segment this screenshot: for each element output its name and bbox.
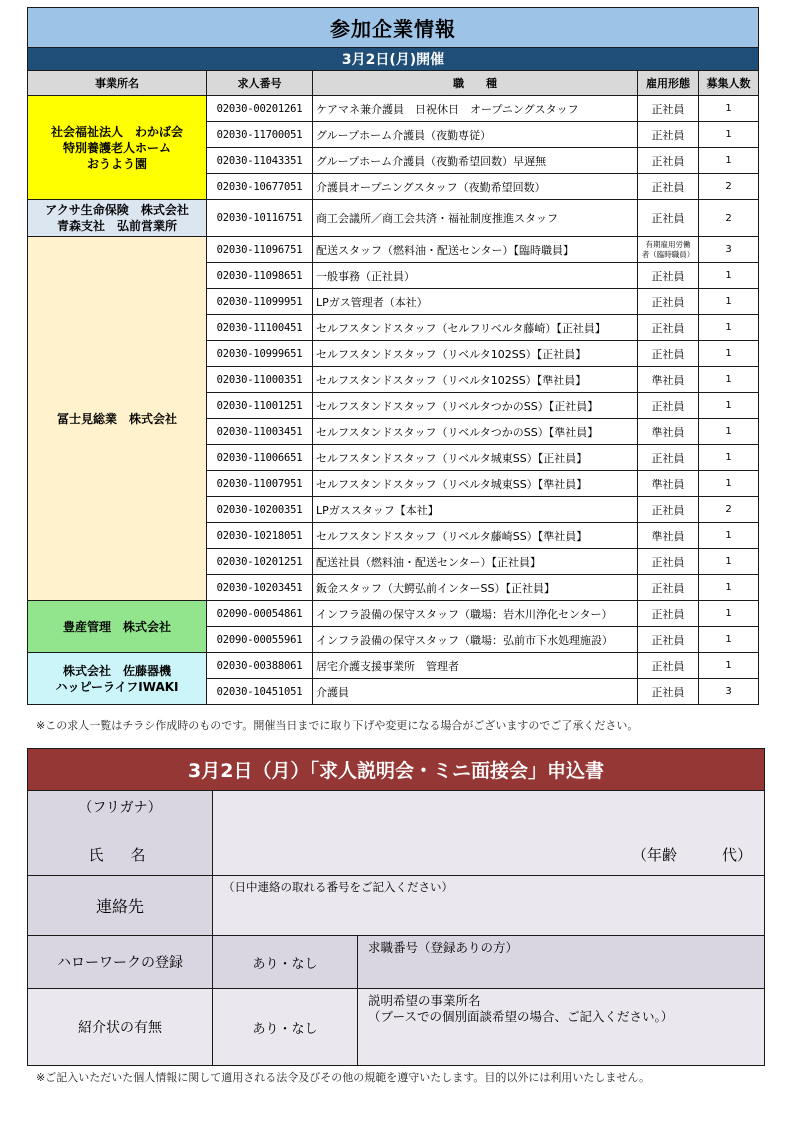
job-number: 02030-00201261 xyxy=(207,96,313,122)
openings-count: 1 xyxy=(699,96,759,122)
employment-type: 正社員 xyxy=(638,679,699,705)
job-number: 02030-11700051 xyxy=(207,122,313,148)
job-number: 02030-11098651 xyxy=(207,263,313,289)
employment-type: 正社員 xyxy=(638,575,699,601)
openings-count: 1 xyxy=(699,601,759,627)
referral-letter-choice[interactable]: あり・なし xyxy=(213,989,358,1066)
furigana-label: （フリガナ） xyxy=(78,800,162,816)
privacy-footnote: ※ご記入いただいた個人情報に関して適用される法令及びその他の規範を遵守いたします。目的以外には利用いたしません。 xyxy=(36,1071,650,1084)
company-name-line: アクサ生命保険 株式会社 xyxy=(45,203,189,217)
job-title: 居宅介護支援事業所 管理者 xyxy=(313,653,638,679)
openings-count: 1 xyxy=(699,122,759,148)
table-title: 参加企業情報 xyxy=(28,8,759,48)
job-title: ケアマネ兼介護員 日祝休日 オープニングスタッフ xyxy=(313,96,638,122)
hellowork-choice[interactable]: あり・なし xyxy=(213,936,358,989)
company-name-line: ハッピーライフIWAKI xyxy=(55,679,179,694)
openings-count: 1 xyxy=(699,627,759,653)
table-row xyxy=(28,237,759,263)
employment-type: 正社員 xyxy=(638,200,699,237)
employment-type: 準社員 xyxy=(638,523,699,549)
job-number: 02030-11006651 xyxy=(207,445,313,471)
job-title: グループホーム介護員（夜勤希望回数）早遅無 xyxy=(313,148,638,174)
job-title: 配送スタッフ（燃料油・配送センター）【臨時職員】 xyxy=(313,237,638,263)
company-name-line: 冨士見総業 株式会社 xyxy=(56,411,177,426)
name-label: 氏 名 xyxy=(88,846,152,864)
job-title: インフラ設備の保守スタッフ（職場：弘前市下水処理施設） xyxy=(313,627,638,653)
job-number: 02030-10451051 xyxy=(207,679,313,705)
openings-count: 1 xyxy=(699,289,759,315)
job-seeker-number-field[interactable] xyxy=(358,936,765,989)
desired-company-label: 説明希望の事業所名 xyxy=(368,993,481,1008)
job-number: 02030-11001251 xyxy=(207,393,313,419)
job-number: 02030-11000351 xyxy=(207,367,313,393)
job-number: 02030-11096751 xyxy=(207,237,313,263)
table-row xyxy=(28,200,759,237)
job-title: 介護員 xyxy=(313,679,638,705)
company-name-line: おうよう園 xyxy=(86,156,147,171)
job-number: 02030-11043351 xyxy=(207,148,313,174)
job-number: 02030-10201251 xyxy=(207,549,313,575)
job-number: 02030-10203451 xyxy=(207,575,313,601)
openings-count: 1 xyxy=(699,341,759,367)
job-title: セルフスタンドスタッフ（リベルタつかのSS）【準社員】 xyxy=(313,419,638,445)
job-title: セルフスタンドスタッフ（リベルタ城東SS）【準社員】 xyxy=(313,471,638,497)
employment-type: 正社員 xyxy=(638,289,699,315)
job-number: 02030-00388061 xyxy=(207,653,313,679)
company-name xyxy=(28,200,207,237)
openings-count: 1 xyxy=(699,367,759,393)
company-name xyxy=(28,237,207,601)
openings-count: 1 xyxy=(699,445,759,471)
openings-count: 1 xyxy=(699,148,759,174)
openings-count: 2 xyxy=(699,200,759,237)
job-title: LPガス管理者（本社） xyxy=(313,289,638,315)
contact-hint: （日中連絡の取れる番号をご記入ください） xyxy=(223,880,453,894)
company-name xyxy=(28,601,207,653)
openings-count: 1 xyxy=(699,653,759,679)
job-title: セルフスタンドスタッフ（セルフリベルタ藤崎）【正社員】 xyxy=(313,315,638,341)
employment-type: 正社員 xyxy=(638,315,699,341)
job-title: セルフスタンドスタッフ（リベルタ102SS）【正社員】 xyxy=(313,341,638,367)
employment-type: 正社員 xyxy=(638,263,699,289)
contact-input-field[interactable] xyxy=(213,876,765,936)
job-number: 02030-10218051 xyxy=(207,523,313,549)
job-title: 介護員オープニングスタッフ（夜勤希望回数） xyxy=(313,174,638,200)
desired-company-field[interactable] xyxy=(358,989,765,1066)
job-number: 02030-11099951 xyxy=(207,289,313,315)
company-name xyxy=(28,96,207,200)
job-title: セルフスタンドスタッフ（リベルタ城東SS）【正社員】 xyxy=(313,445,638,471)
job-title: LPガススタッフ【本社】 xyxy=(313,497,638,523)
company-name xyxy=(28,653,207,705)
openings-count: 1 xyxy=(699,263,759,289)
header-company: 事業所名 xyxy=(28,71,207,96)
employment-type xyxy=(638,237,699,263)
job-title: 一般事務（正社員） xyxy=(313,263,638,289)
employment-type: 正社員 xyxy=(638,174,699,200)
job-number: 02030-10116751 xyxy=(207,200,313,237)
employment-type: 正社員 xyxy=(638,341,699,367)
employment-type: 正社員 xyxy=(638,445,699,471)
header-employment-type: 雇用形態 xyxy=(638,71,699,96)
job-number: 02030-11007951 xyxy=(207,471,313,497)
employment-type: 正社員 xyxy=(638,601,699,627)
company-name-line: 社会福祉法人 わかば会 xyxy=(50,124,183,139)
job-number: 02090-00055961 xyxy=(207,627,313,653)
name-input-field[interactable] xyxy=(213,791,765,876)
employment-type-line: 者（臨時職員） xyxy=(641,249,695,259)
employment-type: 正社員 xyxy=(638,96,699,122)
employment-type: 正社員 xyxy=(638,148,699,174)
openings-count: 1 xyxy=(699,471,759,497)
job-number: 02030-11003451 xyxy=(207,419,313,445)
date-banner: 3月2日(月)開催 xyxy=(28,48,759,71)
age-label: （年齢 代） xyxy=(631,846,752,864)
job-rows xyxy=(28,96,759,705)
job-number: 02090-00054861 xyxy=(207,601,313,627)
openings-count: 1 xyxy=(699,393,759,419)
form-title: 3月2日（月）「求人説明会・ミニ面接会」申込書 xyxy=(28,749,765,791)
employment-type: 正社員 xyxy=(638,627,699,653)
hellowork-label: ハローワークの登録 xyxy=(28,936,213,989)
openings-count: 1 xyxy=(699,315,759,341)
employment-type: 正社員 xyxy=(638,653,699,679)
desired-company-hint: （ブースでの個別面談希望の場合、ご記入ください。） xyxy=(368,1009,674,1024)
table-row xyxy=(28,601,759,627)
job-title: セルフスタンドスタッフ（リベルタつかのSS）【正社員】 xyxy=(313,393,638,419)
application-form xyxy=(27,748,765,1066)
header-job-number: 求人番号 xyxy=(207,71,313,96)
employment-type: 正社員 xyxy=(638,122,699,148)
employment-type: 正社員 xyxy=(638,393,699,419)
job-number: 02030-10677051 xyxy=(207,174,313,200)
referral-letter-label: 紹介状の有無 xyxy=(28,989,213,1066)
job-number: 02030-10200351 xyxy=(207,497,313,523)
job-seeker-number-label: 求職番号（登録ありの方） xyxy=(368,940,519,955)
job-number: 02030-11100451 xyxy=(207,315,313,341)
listing-footnote: ※この求人一覧はチラシ作成時のものです。開催当日までに取り下げや変更になる場合がございますのでご了承ください。 xyxy=(36,719,639,732)
employment-type: 正社員 xyxy=(638,549,699,575)
contact-label: 連絡先 xyxy=(28,876,213,936)
company-name-line: 株式会社 佐藤器機 xyxy=(62,663,171,678)
openings-count: 1 xyxy=(699,575,759,601)
employment-type: 準社員 xyxy=(638,419,699,445)
job-title: インフラ設備の保守スタッフ（職場：岩木川浄化センター） xyxy=(313,601,638,627)
employment-type-line: 有期雇用労働 xyxy=(645,239,691,249)
job-number: 02030-10999651 xyxy=(207,341,313,367)
openings-count: 1 xyxy=(699,549,759,575)
job-title: 商工会議所／商工会共済・福祉制度推進スタッフ xyxy=(313,200,638,237)
openings-count: 2 xyxy=(699,174,759,200)
job-title: 鈑金スタッフ（大鰐弘前インターSS）【正社員】 xyxy=(313,575,638,601)
job-title: セルフスタンドスタッフ（リベルタ102SS）【準社員】 xyxy=(313,367,638,393)
company-name-line: 青森支社 弘前営業所 xyxy=(56,219,177,233)
job-listing-table xyxy=(27,7,759,705)
employment-type: 準社員 xyxy=(638,471,699,497)
employment-type: 準社員 xyxy=(638,367,699,393)
openings-count: 1 xyxy=(699,523,759,549)
table-row xyxy=(28,96,759,122)
header-openings: 募集人数 xyxy=(699,71,759,96)
company-name-line: 特別養護老人ホーム xyxy=(62,140,171,155)
employment-type: 正社員 xyxy=(638,497,699,523)
job-title: セルフスタンドスタッフ（リベルタ藤崎SS）【準社員】 xyxy=(313,523,638,549)
openings-count: 2 xyxy=(699,497,759,523)
openings-count: 1 xyxy=(699,419,759,445)
openings-count: 3 xyxy=(699,237,759,263)
job-title: グループホーム介護員（夜勤専従） xyxy=(313,122,638,148)
job-title: 配送社員（燃料油・配送センター）【正社員】 xyxy=(313,549,638,575)
company-name-line: 豊産管理 株式会社 xyxy=(62,619,171,634)
name-label-cell xyxy=(28,791,213,876)
openings-count: 3 xyxy=(699,679,759,705)
header-job-type: 職 種 xyxy=(313,71,638,96)
table-row xyxy=(28,653,759,679)
